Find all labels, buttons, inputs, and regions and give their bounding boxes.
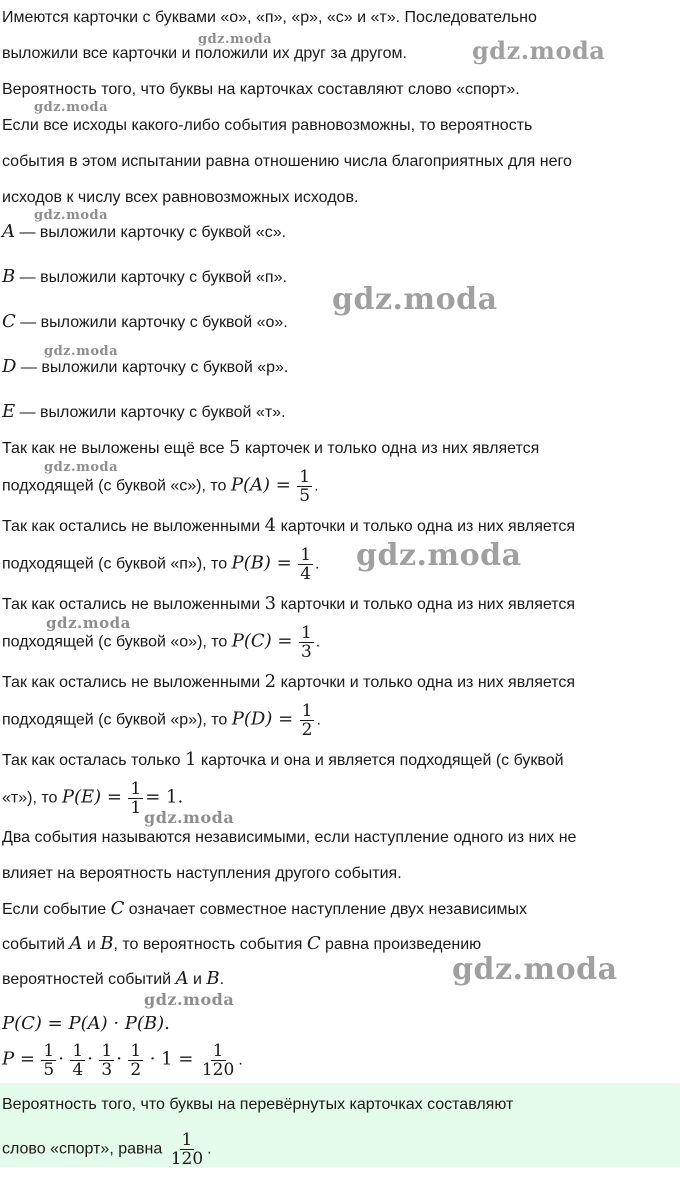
step-2-line-2: подходящей (с буквой «п»), то P(B) = $\frac{1}{4}$ . bbox=[2, 545, 320, 584]
independence-line-1: Два события называются независимыми, если наступление одного из них не bbox=[2, 829, 577, 846]
fraction-1-4: $\frac{1}{4}$ bbox=[72, 1041, 84, 1080]
step-2-line-1: Так как остались не выложенными 4 карточки и только одна из них является bbox=[2, 515, 576, 536]
fraction-1-5: $\frac{1}{5}$ bbox=[43, 1041, 55, 1080]
watermark-logo: gdz.moda bbox=[46, 614, 131, 632]
answer-box bbox=[0, 1083, 680, 1167]
event-d: D — выложили карточку с буквой «р». bbox=[2, 356, 289, 377]
product-rule-line-1: Если событие C означает совместное наступление двух независимых bbox=[2, 898, 527, 919]
fraction-1-120: $\frac{1}{120}$ bbox=[201, 1041, 235, 1080]
watermark-logo: gdz.moda bbox=[452, 952, 618, 987]
watermark-logo: gdz.moda bbox=[34, 208, 109, 223]
step-1-line-1: Так как не выложены ещё все 5 карточек и только одна из них является bbox=[2, 437, 540, 458]
fraction-1-4: $\frac{1}{4}$ bbox=[300, 545, 312, 584]
product-rule-line-2: событий A и B, то вероятность события C равна произведению bbox=[2, 933, 482, 954]
watermark-logo: gdz.moda bbox=[34, 100, 109, 115]
fraction-1-1: $\frac{1}{1}$ bbox=[130, 779, 142, 818]
watermark-logo: gdz.moda bbox=[144, 990, 235, 1009]
watermark-logo: gdz.moda bbox=[332, 282, 498, 317]
answer-line-2: слово «спорт», равна $\frac{1}{120}$ . bbox=[2, 1130, 212, 1169]
rule-line-2: события в этом испытании равна отношению числа благоприятных для него bbox=[2, 153, 572, 170]
step-4-line-2: подходящей (с буквой «р»), то P(D) = $\frac{1}{2}$ . bbox=[2, 701, 321, 740]
final-calculation: P = $\frac{1}{5}$ · $\frac{1}{4}$ · $\frac{1}{3}$ · $\frac{1}{2}$ · 1 = $\frac{1}{120}$ . bbox=[2, 1041, 243, 1080]
watermark-logo: gdz.moda bbox=[44, 344, 119, 359]
watermark-logo: gdz.moda bbox=[472, 36, 606, 65]
fraction-1-120: $\frac{1}{120}$ bbox=[170, 1130, 204, 1169]
fraction-1-3: $\frac{1}{3}$ bbox=[101, 1041, 113, 1080]
watermark-logo: gdz.moda bbox=[144, 808, 235, 827]
event-e: E — выложили карточку с буквой «т». bbox=[2, 401, 286, 422]
fraction-1-2: $\frac{1}{2}$ bbox=[301, 701, 313, 740]
step-5-line-2: «т»), то P(E) = $\frac{1}{1}$ = 1. bbox=[2, 779, 184, 818]
answer-line-1: Вероятность того, что буквы на перевёрнутых карточках составляют bbox=[2, 1096, 514, 1113]
watermark-logo: gdz.moda bbox=[356, 538, 522, 573]
step-1-line-2: подходящей (с буквой «с»), то P(A) = $\frac{1}{5}$ . bbox=[2, 467, 319, 506]
problem-text-line-2: выложили все карточки и положили их друг за другом. bbox=[2, 45, 407, 62]
problem-text-line-1: Имеются карточки с буквами «о», «п», «р», «с» и «т». Последовательно bbox=[2, 9, 537, 26]
step-3-line-1: Так как остались не выложенными 3 карточки и только одна из них является bbox=[2, 593, 576, 614]
rule-line-3: исходов к числу всех равновозможных исходов. bbox=[2, 189, 359, 206]
step-3-line-2: подходящей (с буквой «о»), то P(C) = $\frac{1}{3}$ . bbox=[2, 623, 321, 662]
fraction-1-2: $\frac{1}{2}$ bbox=[130, 1041, 142, 1080]
independence-line-2: влияет на вероятность наступления другого события. bbox=[2, 865, 402, 882]
rule-line-1: Если все исходы какого-либо события равновозможны, то вероятность bbox=[2, 117, 533, 134]
watermark-logo: gdz.moda bbox=[44, 460, 119, 475]
product-rule-line-3: вероятностей событий A и B. bbox=[2, 968, 225, 989]
product-formula: P(C) = P(A) · P(B). bbox=[2, 1013, 170, 1034]
event-a: A — выложили карточку с буквой «с». bbox=[2, 221, 287, 242]
fraction-1-3: $\frac{1}{3}$ bbox=[300, 623, 312, 662]
problem-question: Вероятность того, что буквы на карточках составляют слово «спорт». bbox=[2, 81, 520, 98]
event-c: C — выложили карточку с буквой «о». bbox=[2, 311, 288, 332]
step-4-line-1: Так как остались не выложенными 2 карточки и только одна из них является bbox=[2, 671, 576, 692]
fraction-1-5: $\frac{1}{5}$ bbox=[299, 467, 311, 506]
watermark-logo: gdz.moda bbox=[198, 32, 273, 47]
event-b: B — выложили карточку с буквой «п». bbox=[2, 266, 287, 287]
step-5-line-1: Так как осталась только 1 карточка и она и является подходящей (с буквой bbox=[2, 749, 564, 770]
